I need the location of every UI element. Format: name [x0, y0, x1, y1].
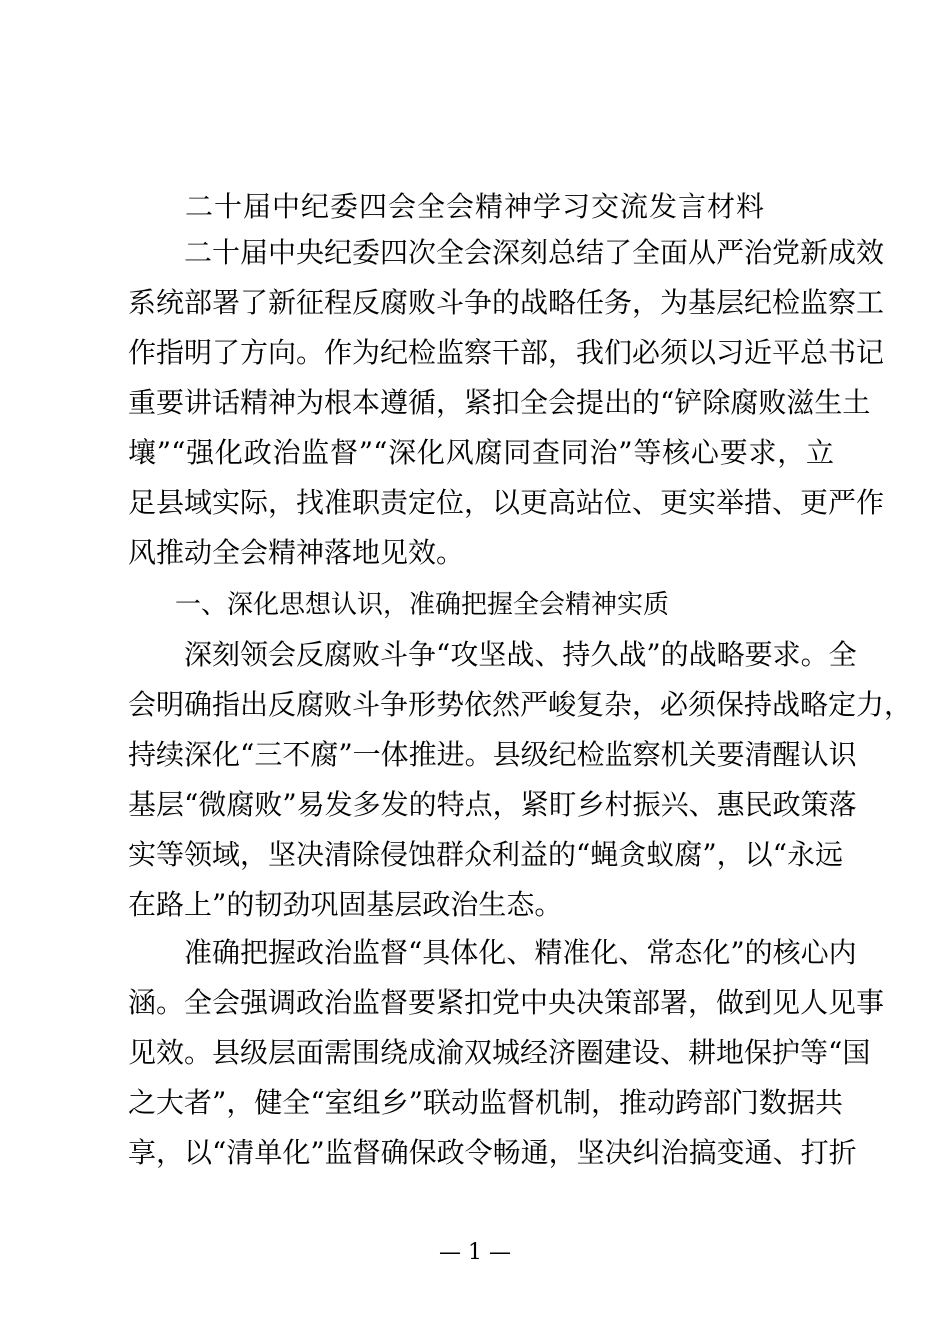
page-number: — 1 —: [439, 1240, 511, 1265]
intro-line-5: 壤”“强化政治监督”“深化风腐同查同治”等核心要求，立: [128, 436, 834, 469]
para2-line-4: 之大者”，健全“室组乡”联动监督机制，推动跨部门数据共: [128, 1086, 843, 1119]
para2-line-3: 见效。县级层面需围绕成渝双城经济圈建设、耕地保护等“国: [128, 1036, 871, 1069]
intro-line-6: 足县域实际，找准职责定位，以更高站位、更实举措、更严作: [128, 486, 885, 519]
para2-line-2: 涵。全会强调政治监督要紧扣党中央决策部署，做到见人见事: [128, 986, 885, 1019]
para1-line-3: 持续深化“三不腐”一体推进。县级纪检监察机关要清醒认识: [128, 738, 857, 771]
document-title: 二十届中纪委四会全会精神学习交流发言材料: [184, 190, 765, 223]
intro-line-3: 作指明了方向。作为纪检监察干部，我们必须以习近平总书记: [128, 336, 885, 369]
intro-line-4: 重要讲话精神为根本遵循，紧扣全会提出的“铲除腐败滋生土: [128, 386, 871, 419]
intro-line-1: 二十届中央纪委四次全会深刻总结了全面从严治党新成效: [184, 236, 885, 269]
para1-line-5: 实等领域，坚决清除侵蚀群众利益的“蝇贪蚁腐”，以“永远: [128, 838, 843, 871]
para2-line-1: 准确把握政治监督“具体化、精准化、常态化”的核心内: [184, 936, 857, 969]
section-heading-1: 一、深化思想认识，准确把握全会精神实质: [175, 590, 670, 620]
intro-line-2: 系统部署了新征程反腐败斗争的战略任务，为基层纪检监察工: [128, 286, 885, 319]
para1-line-1: 深刻领会反腐败斗争“攻坚战、持久战”的战略要求。全: [184, 638, 857, 671]
para1-line-6: 在路上”的韧劲巩固基层政治生态。: [128, 888, 563, 921]
para1-line-4: 基层“微腐败”易发多发的特点，紧盯乡村振兴、惠民政策落: [128, 788, 857, 821]
intro-line-7: 风推动全会精神落地见效。: [128, 536, 465, 569]
para2-line-5: 享，以“清单化”监督确保政令畅通，坚决纠治搞变通、打折: [128, 1136, 857, 1169]
para1-line-2: 会明确指出反腐败斗争形势依然严峻复杂，必须保持战略定力，: [128, 688, 913, 721]
